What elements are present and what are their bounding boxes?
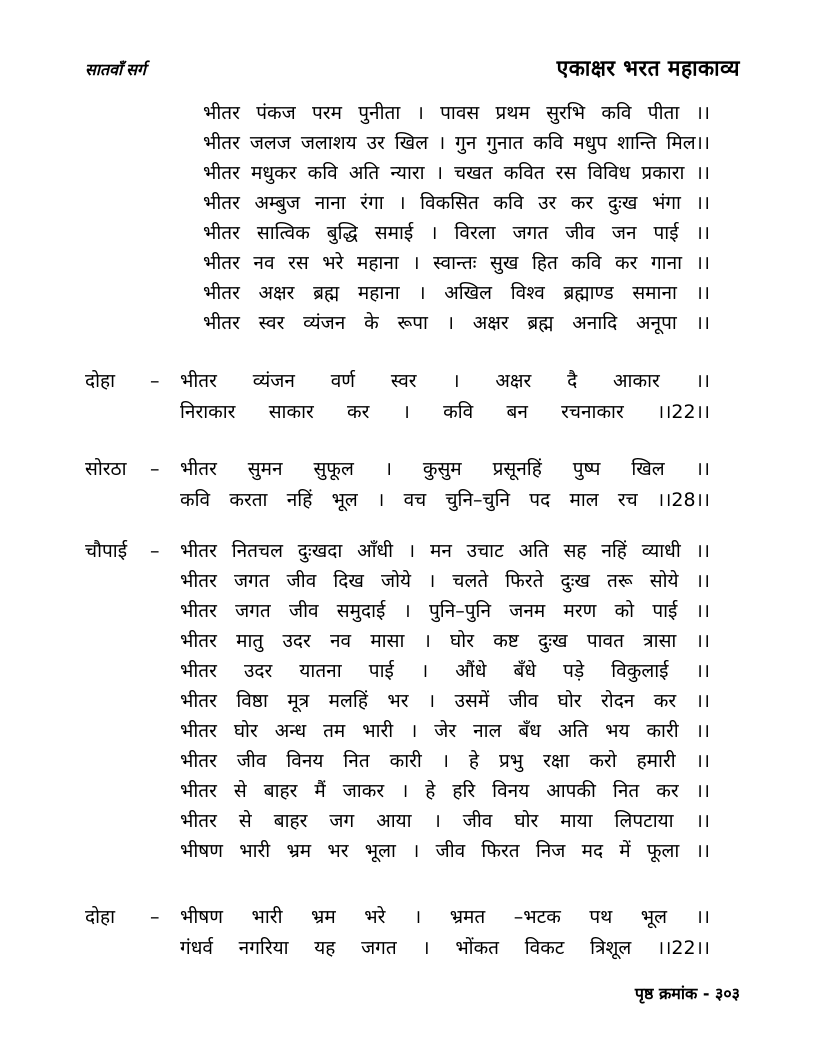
soratha-verses (180, 454, 710, 516)
verse-line: भीतर से बाहर मैं जाकर । हे हरि विनय आपकी नित कर ।। (180, 780, 710, 802)
dash-separator: – (150, 906, 160, 928)
verse-line: निराकार साकार कर । कवि बन रचनाकार ।।22।। (180, 401, 710, 423)
doha-section (0, 366, 710, 428)
verse-line: भीतर उदर यातना पाई । औंधे बँधे पड़े विकुलाई ।। (180, 660, 710, 682)
dash-separator: – (150, 458, 160, 480)
verse-line: भीतर घोर अन्ध तम भारी । जेर नाल बँध अति भय कारी ।। (180, 720, 710, 742)
page-content (0, 98, 710, 964)
verse-line: भीतर से बाहर जग आया । जीव घोर माया लिपटाया ।। (180, 810, 710, 832)
doha-verses (180, 902, 710, 964)
verse-line: भीतर नितचल दुःखदा आँधी । मन उचाट अति सह नहिं व्याधी ।। (180, 540, 710, 562)
page-number: पृष्ठ क्रमांक - ३०३ (634, 984, 740, 1003)
meter-label-chaupai: चौपाई (85, 540, 128, 562)
verse-line: भीतर पंकज परम पुनीता । पावस प्रथम सुरभि कवि पीता ।। (203, 102, 710, 124)
doha-section (0, 902, 710, 964)
meter-label-doha: दोहा (85, 370, 116, 392)
page-header (85, 54, 740, 82)
verse-line: भीतर जीव विनय नित कारी । हे प्रभु रक्षा करो हमारी ।। (180, 750, 710, 772)
verse-line: भीषण भारी भ्रम भर भूला । जीव फिरत निज मद में फूला ।। (180, 840, 710, 862)
opening-verse-block (203, 98, 710, 338)
dash-separator: – (150, 370, 160, 392)
meter-label-soratha: सोरठा (85, 458, 127, 480)
doha-verses (180, 366, 710, 428)
verse-line: भीतर नव रस भरे महाना । स्वान्तः सुख हित कवि कर गाना ।। (203, 252, 710, 274)
verse-line: भीतर अम्बुज नाना रंगा । विकसित कवि उर कर दुःख भंगा ।। (203, 192, 710, 214)
verse-line: भीतर मातु उदर नव मासा । घोर कष्ट दुःख पावत त्रासा ।। (180, 630, 710, 652)
chaupai-section (0, 536, 710, 866)
canto-title: सातवाँ सर्ग (85, 62, 146, 79)
verse-line: भीतर जगत जीव समुदाई । पुनि–पुनि जनम मरण को पाई ।। (180, 600, 710, 622)
dash-separator: – (150, 540, 160, 562)
verse-line: भीतर स्वर व्यंजन के रूपा । अक्षर ब्रह्म अनादि अनूपा ।। (203, 312, 710, 334)
verse-line: भीतर जलज जलाशय उर खिल । गुन गुनात कवि मधुप शान्ति मिल।। (203, 132, 710, 154)
verse-line: भीतर सात्विक बुद्धि समाई । विरला जगत जीव जन पाई ।। (203, 222, 710, 244)
verse-line: भीतर अक्षर ब्रह्म महाना । अखिल विश्व ब्रह्माण्ड समाना ।। (203, 282, 710, 304)
verse-line: भीतर सुमन सुफूल । कुसुम प्रसूनहिं पुष्प खिल ।। (180, 458, 710, 480)
chaupai-verses (180, 536, 710, 866)
book-title: एकाक्षर भरत महाकाव्य (556, 55, 740, 81)
verse-line: भीतर विष्ठा मूत्र मलहिं भर । उसमें जीव घोर रोदन कर ।। (180, 690, 710, 712)
verse-line: भीतर जगत जीव दिख जोये । चलते फिरते दुःख तरू सोये ।। (180, 570, 710, 592)
verse-line: गंधर्व नगरिया यह जगत । भोंकत विकट त्रिशूल ।।22।। (180, 937, 710, 959)
verse-line: भीतर मधुकर कवि अति न्यारा । चखत कवित रस विविध प्रकारा ।। (203, 162, 710, 184)
verse-line: भीषण भारी भ्रम भरे । भ्रमत –भटक पथ भूल ।। (180, 906, 710, 928)
soratha-section (0, 454, 710, 516)
verse-line: भीतर व्यंजन वर्ण स्वर । अक्षर दै आकार ।। (180, 370, 710, 392)
verse-line: कवि करता नहिं भूल । वच चुनि–चुनि पद माल रच ।।28।। (180, 489, 710, 511)
meter-label-doha: दोहा (85, 906, 116, 928)
